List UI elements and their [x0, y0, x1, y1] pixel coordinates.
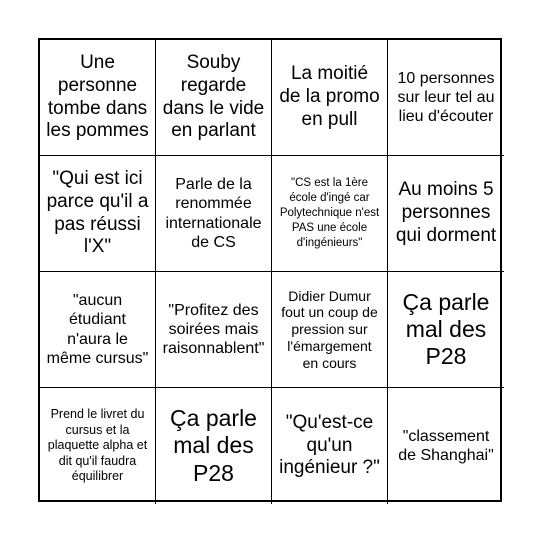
bingo-cell-4[interactable]: 10 personnes sur leur tel au lieu d'écouter — [388, 40, 504, 156]
bingo-cell-8[interactable]: Au moins 5 personnes qui dorment — [388, 156, 504, 272]
bingo-board — [38, 38, 502, 502]
bingo-cell-7[interactable]: "CS est la 1ère école d'ingé car Polytechnique n'est PAS une école d'ingénieurs" — [272, 156, 388, 272]
bingo-cell-2[interactable]: Souby regarde dans le vide en parlant — [156, 40, 272, 156]
bingo-cell-5[interactable]: "Qui est ici parce qu'il a pas réussi l'X" — [40, 156, 156, 272]
bingo-cell-13[interactable]: Prend le livret du cursus et la plaquette alpha et dit qu'il faudra équilibrer — [40, 388, 156, 504]
bingo-cell-6[interactable]: Parle de la renommée internationale de CS — [156, 156, 272, 272]
bingo-cell-1[interactable]: Une personne tombe dans les pommes — [40, 40, 156, 156]
bingo-cell-12[interactable]: Ça parle mal des P28 — [388, 272, 504, 388]
bingo-cell-3[interactable]: La moitié de la promo en pull — [272, 40, 388, 156]
bingo-cell-16[interactable]: "classement de Shanghai" — [398, 427, 494, 464]
bingo-cell-11[interactable]: Didier Dumur fout un coup de pression sur l'émargement en cours — [272, 272, 388, 388]
bingo-cell-15[interactable]: "Qu'est-ce qu'un ingénieur ?" — [272, 388, 388, 504]
bingo-cell-10[interactable]: "Profitez des soirées mais raisonnablent" — [156, 272, 272, 388]
bingo-cell-9[interactable]: "aucun étudiant n'aura le même cursus" — [40, 272, 156, 388]
bingo-cell-14[interactable]: Ça parle mal des P28 — [156, 388, 272, 504]
